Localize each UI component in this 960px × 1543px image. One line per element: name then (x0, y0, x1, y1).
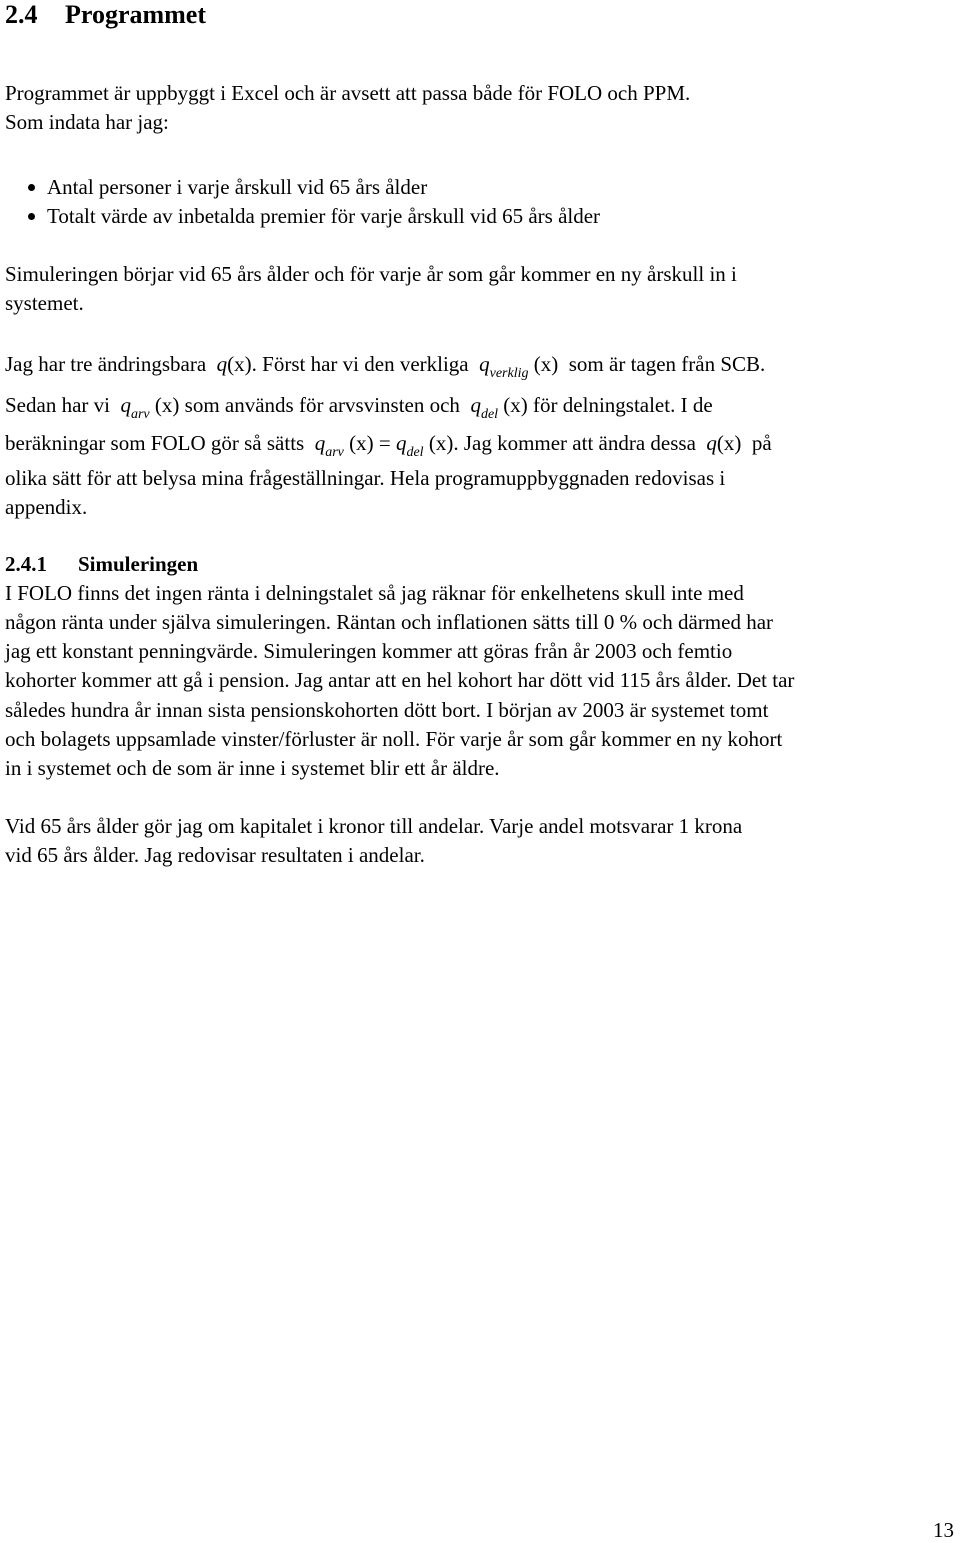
formula-q-arv: $q_{arv}$ (x) (120, 393, 180, 422)
bullet-icon (28, 213, 35, 220)
q-para-line-1 (5, 351, 765, 381)
formula-q-verklig: $q_{verklig}$ (x) (479, 352, 559, 381)
q-para-line-2 (5, 392, 713, 422)
bullet-text: Totalt värde av inbetalda premier för varje årskull vid 65 års ålder (47, 204, 601, 228)
q-para-line-4: olika sätt för att belysa mina frågeställningar. Hela programuppbyggnaden redovisas i (5, 466, 726, 490)
sub-para-line: I FOLO finns det ingen ränta i delningstalet så jag räknar för enkelhetens skull inte med (5, 581, 744, 605)
sub-para-line: jag ett konstant penningvärde. Simuleringen kommer att göras från år 2003 och femtio (5, 639, 733, 663)
formula-q-del: $q_{del}$ (x) (470, 393, 528, 422)
final-para-line: Vid 65 års ålder gör jag om kapitalet i kronor till andelar. Varje andel motsvarar 1 krona (5, 814, 743, 838)
text: Sedan har vi (5, 393, 110, 417)
sub-para-line: kohorter kommer att gå i pension. Jag antar att en hel kohort har dött vid 115 års ålder. Det tar (5, 668, 795, 692)
bullet-text: Antal personer i varje årskull vid 65 års ålder (47, 175, 428, 199)
text: på (751, 431, 772, 455)
subsection-heading (5, 551, 198, 577)
text: . Jag kommer att ändra dessa (453, 431, 696, 455)
formula-q: q(x) (706, 431, 742, 455)
sub-para-line: någon ränta under själva simuleringen. Räntan och inflationen sätts till 0 % och därmed har (5, 610, 774, 634)
section-number: 2.4 (5, 0, 38, 29)
sub-para-line: och bolagets uppsamlade vinster/förluster är noll. För varje år som går kommer en ny kohort (5, 727, 783, 751)
sim-para-line-2: systemet. (5, 291, 84, 315)
list-item (28, 174, 427, 200)
subsection-number: 2.4.1 (5, 552, 47, 576)
text: för delningstalet. I de (533, 393, 713, 417)
sub-para-line: således hundra år innan sista pensionskohorten dött bort. I början av 2003 är systemet tomt (5, 698, 769, 722)
intro-line-2: Som indata har jag: (5, 110, 169, 134)
formula-q: q(x) (216, 352, 252, 376)
text: beräkningar som FOLO gör så sätts (5, 431, 305, 455)
q-para-line-3 (5, 430, 772, 460)
list-item (28, 203, 600, 229)
formula-q-arv-equals-q-del: $q_{arv}$ $(x) = q_{del}$ (x) (314, 431, 454, 460)
q-para-line-5: appendix. (5, 495, 88, 519)
text: som används för arvsvinsten och (184, 393, 460, 417)
subsection-title: Simuleringen (78, 552, 199, 576)
text: . Först har vi den verkliga (251, 352, 469, 376)
bullet-icon (28, 184, 35, 191)
text: Jag har tre ändringsbara (5, 352, 207, 376)
final-para-line: vid 65 års ålder. Jag redovisar resultaten i andelar. (5, 843, 425, 867)
section-heading (5, 0, 206, 30)
page-number: 13 (933, 1518, 954, 1542)
sub-para-line: in i systemet och de som är inne i systemet blir ett år äldre. (5, 756, 500, 780)
text: som är tagen från SCB. (568, 352, 766, 376)
intro-line-1: Programmet är uppbyggt i Excel och är avsett att passa både för FOLO och PPM. (5, 81, 691, 105)
sim-para-line-1: Simuleringen börjar vid 65 års ålder och för varje år som går kommer en ny årskull in i (5, 262, 737, 286)
section-title: Programmet (65, 0, 207, 29)
